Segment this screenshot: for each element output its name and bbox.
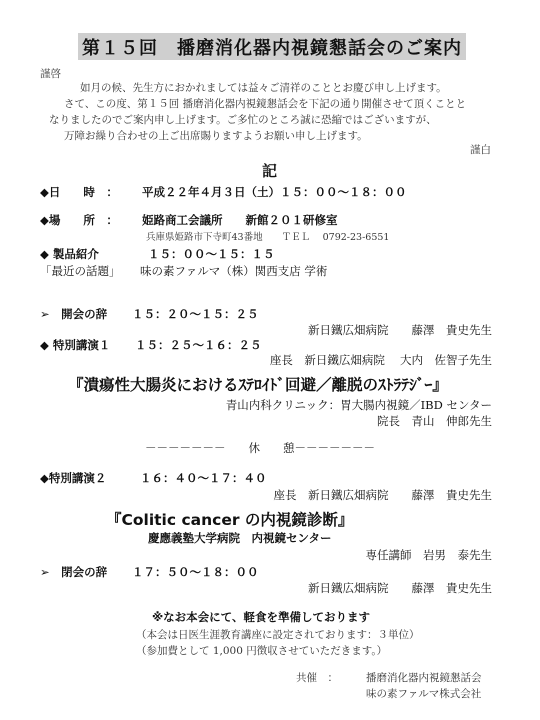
break-line: －－－－－－－ 休 憩－－－－－－－ bbox=[145, 441, 375, 455]
note-line: （参加費として 1,000 円徴収させていただきます。） bbox=[136, 645, 388, 657]
place-address: 兵庫県姫路市下寺町43番地 ＴＥＬ 0792-23-6551 bbox=[146, 232, 390, 243]
lecture1-time: １５：２５～１６：２５ bbox=[135, 338, 262, 352]
place-label: ◆場 所 ： bbox=[40, 213, 118, 227]
opening-remarks-speaker: 新日鐵広畑病院 藤澤 貴史先生 bbox=[308, 323, 492, 337]
lecture2-label: ◆特別講演２ bbox=[40, 471, 107, 485]
ki-heading: 記 bbox=[262, 162, 278, 180]
closing-remarks-speaker: 新日鐵広畑病院 藤澤 貴史先生 bbox=[308, 581, 492, 595]
product-label: ◆ 製品紹介 bbox=[40, 247, 99, 261]
lecture1-chair: 座長 新日鐵広畑病院 大内 佐智子先生 bbox=[269, 353, 492, 367]
lecture1-affiliation: 青山内科クリニック：胃大腸内視鏡／IBD センター bbox=[225, 398, 492, 412]
lecture2-title: 『Colitic cancer の内視鏡診断』 bbox=[106, 511, 354, 529]
host-name: 味の素ファルマ株式会社 bbox=[366, 688, 482, 700]
host-label: 共催 ： bbox=[296, 672, 338, 684]
product-time: １５：００～１５：１５ bbox=[148, 247, 275, 261]
closing-word: 謹白 bbox=[470, 144, 491, 156]
lecture2-chair: 座長 新日鐵広畑病院 藤澤 貴史先生 bbox=[273, 488, 492, 502]
note-line: ※なお本会にて、軽食を準備しております bbox=[152, 610, 370, 624]
date-value: 平成２２年４月３日（土）１５：００～１８：００ bbox=[142, 185, 407, 199]
page-title: 第１５回 播磨消化器内視鏡懇話会のご案内 bbox=[78, 33, 466, 60]
opening-word: 謹啓 bbox=[40, 68, 61, 80]
closing-remarks-label: ➢ 閉会の辞 bbox=[40, 565, 108, 579]
lecture2-time: １６：４０～１７：４０ bbox=[140, 471, 267, 485]
lecture1-speaker: 院長 青山 伸郎先生 bbox=[377, 414, 492, 428]
greeting-line: さて、この度、第１５回 播磨消化器内視鏡懇話会を下記の通り開催させて頂くことと bbox=[64, 98, 467, 110]
product-company: 味の素ファルマ（株）関西支店 学術 bbox=[140, 264, 328, 278]
lecture2-affiliation: 慶應義塾大学病院 内視鏡センター bbox=[148, 531, 332, 545]
closing-remarks-time: １７：５０～１８：００ bbox=[132, 565, 259, 579]
lecture1-title: 『潰瘍性大腸炎におけるｽﾃﾛｲﾄﾞ回避／離脱のｽﾄﾗﾃｼﾞｰ』 bbox=[68, 376, 448, 394]
lecture2-speaker: 専任講師 岩男 泰先生 bbox=[365, 548, 492, 562]
note-line: （本会は日医生涯教育講座に設定されております：３単位） bbox=[136, 629, 420, 641]
lecture1-label: ◆ 特別講演１ bbox=[40, 338, 111, 352]
opening-remarks-label: ➢ 開会の辞 bbox=[40, 307, 108, 321]
greeting-line: 万障お繰り合わせの上ご出席賜りますようお願い申し上げます。 bbox=[64, 130, 368, 142]
greeting-line: 如月の候、先生方におかれましては益々ご清祥のこととお慶び申し上げます。 bbox=[80, 82, 447, 94]
host-name: 播磨消化器内視鏡懇話会 bbox=[366, 672, 482, 684]
place-value: 姫路商工会議所 新館２０１研修室 bbox=[142, 213, 338, 227]
date-label: ◆日 時 ： bbox=[40, 185, 118, 199]
opening-remarks-time: １５：２０～１５：２５ bbox=[132, 307, 259, 321]
product-topic: 「最近の話題」 bbox=[40, 264, 121, 278]
greeting-line: なりましたのでご案内申し上げます。ご多忙のところ誠に恐縮ではございますが、 bbox=[49, 114, 437, 126]
